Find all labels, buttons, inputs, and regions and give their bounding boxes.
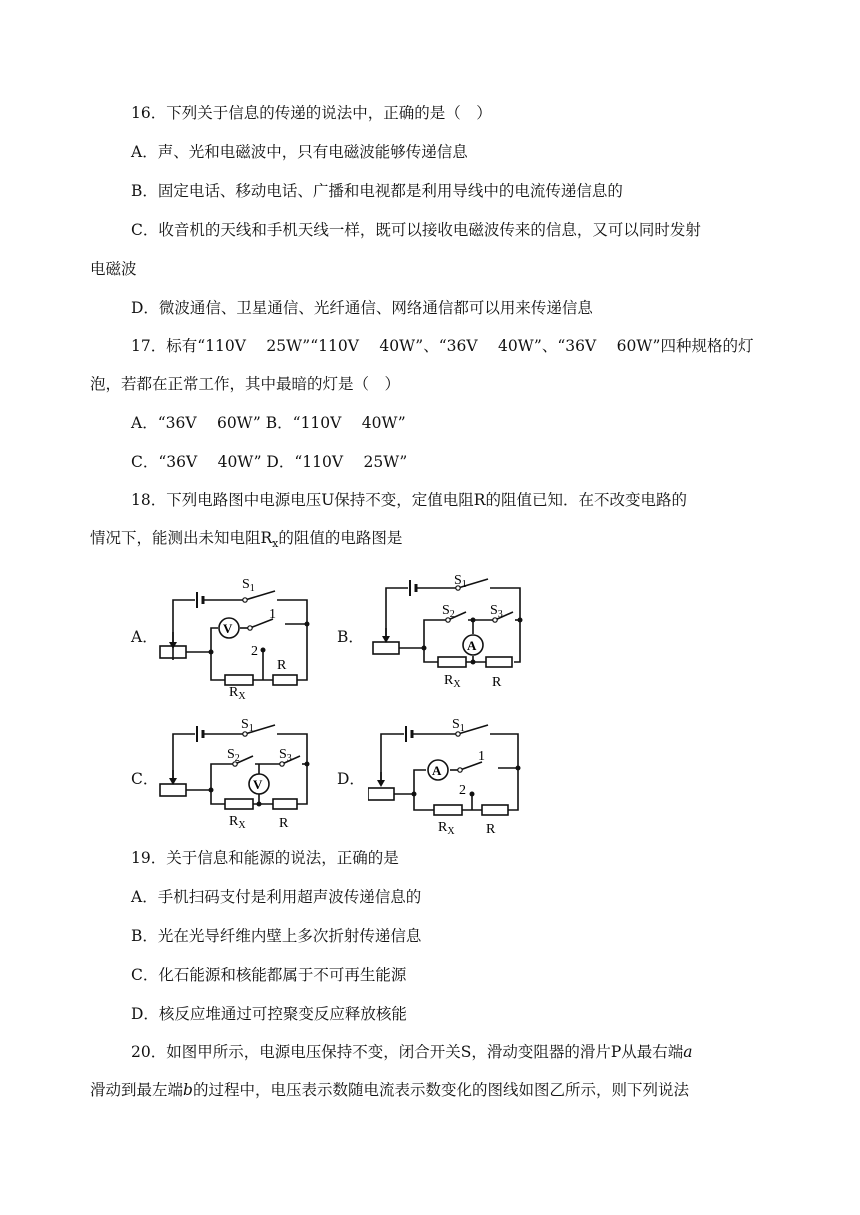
q17-options-ab: A．“36V 60W” B．“110V 40W” bbox=[131, 414, 406, 432]
q18-stem: 18．下列电路图中电源电压U保持不变，定值电阻R的阻值已知．在不改变电路的 bbox=[131, 491, 687, 509]
s2-text: S bbox=[227, 747, 235, 762]
q19-stem: 19．关于信息和能源的说法，正确的是 bbox=[131, 849, 399, 867]
terminal-1-label: 1 bbox=[478, 749, 485, 764]
q17-stem-cont: 泡，若都在正常工作，其中最暗的灯是（ ） bbox=[90, 375, 401, 393]
q16-option-c-cont: 电磁波 bbox=[90, 260, 137, 278]
circuit-diagram-d bbox=[368, 712, 538, 842]
ammeter-symbol: A bbox=[432, 763, 442, 778]
q16-option-c: C．收音机的天线和手机天线一样，既可以接收电磁波传来的信息，又可以同时发射 bbox=[131, 221, 701, 239]
resistor-rx-label bbox=[444, 673, 461, 690]
circuit-label-c: C． bbox=[131, 770, 159, 788]
voltmeter-symbol: V bbox=[223, 621, 233, 636]
q17-options-cd: C．“36V 40W” D．“110V 25W” bbox=[131, 453, 408, 471]
q16-option-b: B．固定电话、移动电话、广播和电视都是利用导线中的电流传递信息的 bbox=[131, 182, 623, 200]
rx-text: R bbox=[229, 814, 239, 829]
switch-s3-label bbox=[490, 603, 503, 620]
resistor-r-label: R bbox=[486, 822, 496, 837]
q19-option-d: D．核反应堆通过可控聚变反应释放核能 bbox=[131, 1005, 407, 1023]
q20-var-a: a bbox=[683, 1043, 693, 1061]
s3-sub: 3 bbox=[286, 753, 292, 764]
s1-sub: 1 bbox=[461, 579, 467, 590]
switch-s2-label bbox=[442, 603, 455, 620]
resistor-rx-label bbox=[229, 685, 246, 700]
rx-text: R bbox=[229, 685, 239, 700]
ammeter-symbol: A bbox=[467, 638, 477, 653]
switch-s2-label bbox=[227, 747, 240, 764]
circuit-label-d: D． bbox=[337, 770, 365, 788]
q18-stem-text: 情况下，能测出未知电阻R bbox=[90, 529, 273, 547]
rx-sub: X bbox=[453, 679, 461, 690]
s1-sub: 1 bbox=[248, 723, 254, 734]
s3-text: S bbox=[279, 747, 287, 762]
circuit-diagram-b bbox=[368, 570, 538, 700]
s3-sub: 3 bbox=[497, 609, 503, 620]
q20-stem-text2: 滑动到最左端 bbox=[90, 1081, 184, 1099]
switch-s3-label bbox=[279, 747, 292, 764]
q17-stem: 17．标有“110V 25W”“110V 40W”、“36V 40W”、“36V 60W”四种规格的灯 bbox=[131, 337, 754, 355]
rx-sub: X bbox=[447, 826, 455, 837]
q16-option-d: D．微波通信、卫星通信、光纤通信、网络通信都可以用来传递信息 bbox=[131, 299, 593, 317]
circuit-diagram-c bbox=[155, 712, 325, 842]
s1-text: S bbox=[242, 577, 250, 592]
terminal-2-label: 2 bbox=[459, 783, 466, 798]
rx-text: R bbox=[438, 820, 448, 835]
q20-var-b: b bbox=[183, 1081, 193, 1099]
q16-stem: 16．下列关于信息的传递的说法中，正确的是（ ） bbox=[131, 104, 492, 122]
q20-stem-cont bbox=[90, 1080, 689, 1100]
switch-s1-label bbox=[241, 717, 254, 734]
voltmeter-symbol: V bbox=[253, 777, 263, 792]
q19-option-a: A．手机扫码支付是利用超声波传递信息的 bbox=[131, 888, 422, 906]
q20-stem-text: 20．如图甲所示，电源电压保持不变，闭合开关S，滑动变阻器的滑片P从最右端 bbox=[131, 1043, 684, 1061]
s1-sub: 1 bbox=[249, 583, 255, 594]
resistor-rx-label bbox=[229, 814, 246, 831]
s1-text: S bbox=[241, 717, 249, 732]
s1-text: S bbox=[452, 717, 460, 732]
resistor-r-label: R bbox=[492, 675, 502, 690]
s2-sub: 2 bbox=[449, 609, 455, 620]
rx-text: R bbox=[444, 673, 454, 688]
rx-subscript: x bbox=[272, 537, 279, 550]
terminal-1-label: 1 bbox=[269, 607, 276, 622]
resistor-r-label: R bbox=[277, 658, 287, 673]
s3-text: S bbox=[490, 603, 498, 618]
switch-s1-label bbox=[242, 577, 255, 594]
s2-sub: 2 bbox=[234, 753, 240, 764]
rx-sub: X bbox=[238, 691, 246, 700]
s2-text: S bbox=[442, 603, 450, 618]
terminal-2-label: 2 bbox=[251, 644, 258, 659]
circuit-label-b: B． bbox=[337, 628, 364, 646]
q18-stem-text-end: 的阻值的电路图是 bbox=[278, 529, 403, 547]
s1-sub: 1 bbox=[459, 723, 465, 734]
switch-s1-label bbox=[452, 717, 465, 734]
q16-option-a: A．声、光和电磁波中，只有电磁波能够传递信息 bbox=[131, 143, 468, 161]
q20-stem-text3: 的过程中，电压表示数随电流表示数变化的图线如图乙所示，则下列说法 bbox=[192, 1081, 689, 1099]
circuit-diagram-a bbox=[155, 570, 325, 700]
q18-stem-cont bbox=[90, 528, 402, 550]
switch-s1-label bbox=[454, 573, 467, 590]
q20-stem bbox=[131, 1042, 693, 1062]
q19-option-b: B．光在光导纤维内壁上多次折射传递信息 bbox=[131, 927, 422, 945]
resistor-rx-label bbox=[438, 820, 455, 837]
q19-option-c: C．化石能源和核能都属于不可再生能源 bbox=[131, 966, 407, 984]
resistor-r-label: R bbox=[279, 816, 289, 831]
s1-text: S bbox=[454, 573, 462, 588]
rx-sub: X bbox=[238, 820, 246, 831]
circuit-label-a: A． bbox=[131, 628, 158, 646]
